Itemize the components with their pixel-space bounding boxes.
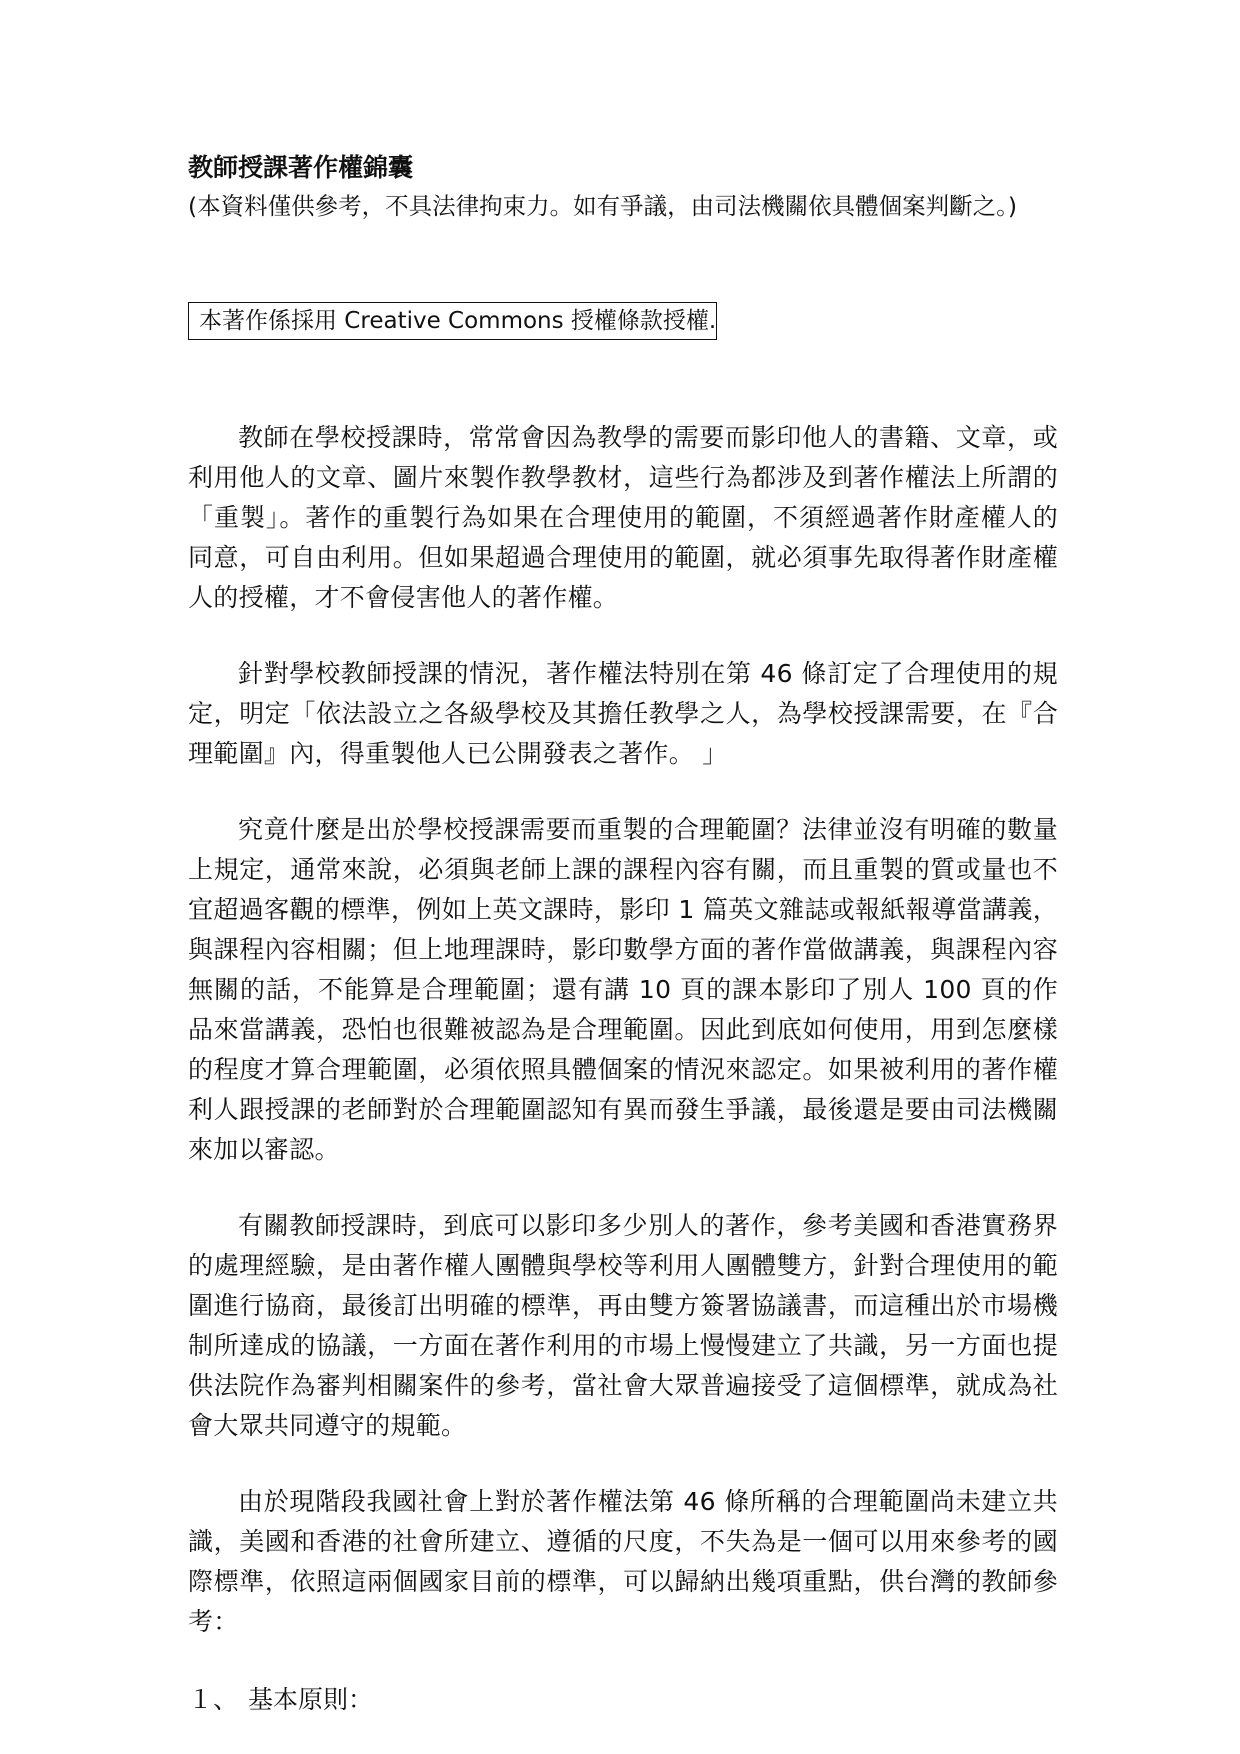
section-heading <box>188 1680 1058 1720</box>
license-notice-box <box>188 302 717 340</box>
section-label: 基本原則： <box>248 1685 374 1714</box>
document-page <box>188 150 1058 1720</box>
paragraph-2: 針對學校教師授課的情況，著作權法特別在第 46 條訂定了合理使用的規定，明定「依法設立之各級學校及其擔任教學之人，為學校授課需要，在『合理範圍』內，得重製他人已公開發表之著作。 」 <box>188 659 1058 768</box>
disclaimer-text: (本資料僅供參考，不具法律拘束力。如有爭議，由司法機關依具體個案判斷之。) <box>188 192 1018 220</box>
document-title: 教師授課著作權錦囊 <box>188 153 414 182</box>
paragraph-3: 究竟什麼是出於學校授課需要而重製的合理範圍？法律並沒有明確的數量上規定，通常來說，必須與老師上課的課程內容有關，而且重製的質或量也不宜超過客觀的標準，例如上英文課時，影印 1 篇英文雜誌或報紙報導當講義，與課程內容相關；但上地理課時，影印數學方面的著作當做講義，與課程內容無關的話，不能算是合理範圍；還有講 10 頁的課本影印了別人 100 頁的作品來當講義，恐怕也很難被認為是合理範圍。因此到底如何使用，用到怎麼樣的程度才算合理範圍，必須依照具體個案的情況來認定。如果被利用的著作權利人跟授課的老師對於合理範圍認知有異而發生爭議，最後還是要由司法機關來加以審認。 <box>188 815 1058 1164</box>
paragraph-1: 教師在學校授課時，常常會因為教學的需要而影印他人的書籍、文章，或利用他人的文章、圖片來製作教學教材，這些行為都涉及到著作權法上所謂的「重製」。著作的重製行為如果在合理使用的範圍，不須經過著作財產權人的同意，可自由利用。但如果超過合理使用的範圍，就必須事先取得著作財產權人的授權，才不會侵害他人的著作權。 <box>188 423 1058 612</box>
paragraph-4: 有關教師授課時，到底可以影印多少別人的著作，參考美國和香港實務界的處理經驗，是由著作權人團體與學校等利用人團體雙方，針對合理使用的範圍進行協商，最後訂出明確的標準，再由雙方簽署協議書，而這種出於市場機制所達成的協議，一方面在著作利用的市場上慢慢建立了共識，另一方面也提供法院作為審判相關案件的參考，當社會大眾普遍接受了這個標準，就成為社會大眾共同遵守的規範。 <box>188 1211 1058 1440</box>
paragraph-5: 由於現階段我國社會上對於著作權法第 46 條所稱的合理範圍尚未建立共識，美國和香港的社會所建立、遵循的尺度，不失為是一個可以用來參考的國際標準，依照這兩個國家目前的標準，可以歸納出幾項重點，供台灣的教師參考： <box>188 1487 1058 1636</box>
section-number: １、 <box>188 1685 239 1714</box>
license-notice-text: 本著作係採用 Creative Commons 授權條款授權. <box>199 308 717 334</box>
